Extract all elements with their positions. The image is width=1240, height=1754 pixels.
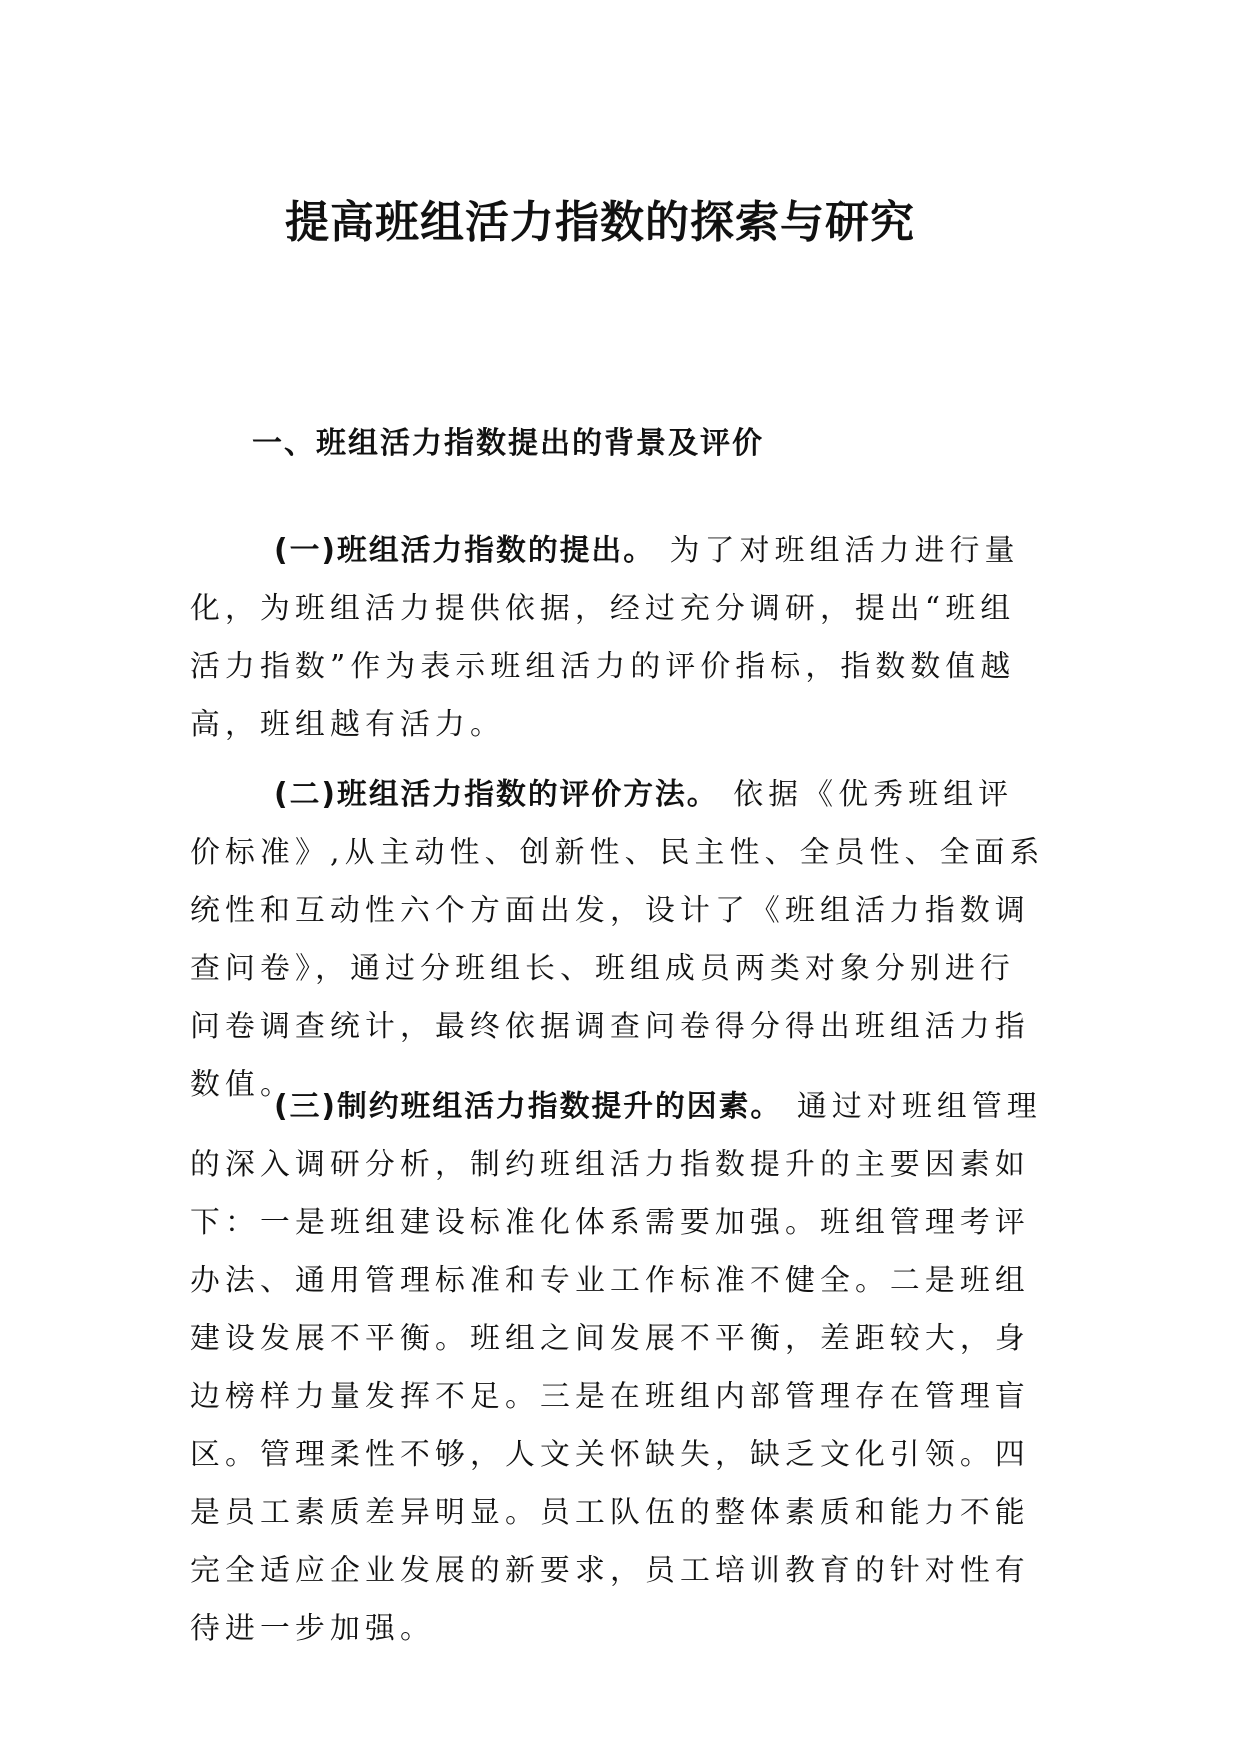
paragraph-lead: (一)班组活力指数的提出。 [274,533,656,568]
paragraph [190,522,1048,754]
paragraph-lead: (三)制约班组活力指数提升的因素。 [274,1089,783,1124]
paragraph [190,1078,1048,1658]
document-title: 提高班组活力指数的探索与研究 [285,197,915,248]
paragraph-body: 依据《优秀班组评价标准》,从主动性、创新性、民主性、全员性、全面系统性和互动性六个方面出发，设计了《班组活力指数调查问卷》，通过分班组长、班组成员两类对象分别进行问卷调查统计，最终依据调查问卷得分得出班组活力指数值。 [190,777,1045,1102]
section-heading: 一、班组活力指数提出的背景及评价 [252,426,764,461]
paragraph-body: 为了对班组活力进行量化，为班组活力提供依据，经过充分调研，提出“班组活力指数”作为表示班组活力的评价指标，指数数值越高，班组越有活力。 [190,533,1020,742]
paragraph-body: 通过对班组管理的深入调研分析，制约班组活力指数提升的主要因素如下：一是班组建设标准化体系需要加强。班组管理考评办法、通用管理标准和专业工作标准不健全。二是班组建设发展不平衡。班组之间发展不平衡，差距较大，身边榜样力量发挥不足。三是在班组内部管理存在管理盲区。管理柔性不够，人文关怀缺失，缺乏文化引领。四是员工素质差异明显。员工队伍的整体素质和能力不能完全适应企业发展的新要求，员工培训教育的针对性有待进一步加强。 [190,1089,1042,1646]
paragraph [190,766,1048,1114]
paragraph-lead: (二)班组活力指数的评价方法。 [274,777,719,812]
